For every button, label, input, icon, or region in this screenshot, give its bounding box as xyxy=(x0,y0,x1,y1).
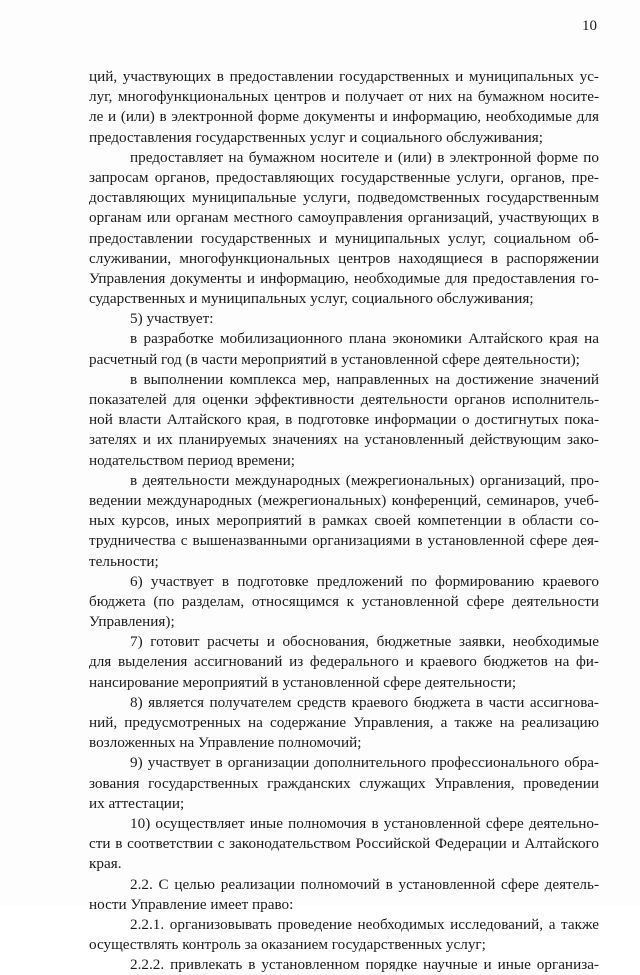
text-line: нансирование мероприятий в установленной сфере деятельности; xyxy=(89,673,517,691)
text-line: 2.2.1. организовывать проведение необходимых исследований, а также xyxy=(130,915,599,933)
text-line: тельности; xyxy=(89,552,159,570)
text-line: ности Управление имеет право: xyxy=(89,895,294,913)
text-line: предоставления государственных услуг и социального обслуживания; xyxy=(89,128,543,146)
text-line: края. xyxy=(89,855,122,873)
text-line: доставляющих муниципальные услуги, подведомственных государственным xyxy=(89,189,599,207)
text-line: ний, предусмотренных на содержание Управления, а также на реализацию xyxy=(89,714,599,731)
text-line: 5) участвует: xyxy=(130,310,214,328)
text-line: в выполнении комплекса мер, направленных на достижение значений xyxy=(130,370,599,388)
text-line: 8) является получателем средств краевого бюджета в части ассигнова- xyxy=(130,693,599,711)
text-line: сударственных и муниципальных услуг, социального обслуживания; xyxy=(89,290,534,308)
text-line: возложенных на Управление полномочий; xyxy=(89,734,362,752)
text-line: ных курсов, иных мероприятий в рамках своей компетенции в области со- xyxy=(89,512,599,530)
text-line: служивании, многофункциональных центров находящиеся в распоряжении xyxy=(89,249,599,267)
text-line: осуществлять контроль за оказанием государственных услуг; xyxy=(89,936,486,954)
text-line: 10) осуществляет иные полномочия в установленной сфере деятельно- xyxy=(130,814,599,832)
text-line: предоставляет на бумажном носителе и (или) в электронной форме по xyxy=(130,148,599,166)
text-line: запросам органов, предоставляющих государственные услуги, органов, пре- xyxy=(89,168,599,186)
text-line: Управления документы и информацию, необходимые для предоставления го- xyxy=(89,269,599,287)
text-line: расчетный год (в части мероприятий в установленной сфере деятельности); xyxy=(89,350,580,368)
body-text xyxy=(89,67,599,975)
text-line: в деятельности международных (межрегиональных) организаций, про- xyxy=(130,471,599,489)
text-line: органам или органам местного самоуправления организаций, участвующих в xyxy=(89,209,599,227)
text-line: в разработке мобилизационного плана экономики Алтайского края на xyxy=(130,330,599,348)
text-line: 2.2.2. привлекать в установленном порядке научные и иные организа- xyxy=(130,956,599,974)
text-line: зования государственных гражданских служащих Управления, проведении xyxy=(89,774,599,792)
text-line: 7) готовит расчеты и обоснования, бюджетные заявки, необходимые xyxy=(130,633,599,651)
text-line: их аттестации; xyxy=(89,794,185,812)
text-line: сти в соответствии с законодательством Российской Федерации и Алтайского xyxy=(89,835,599,853)
text-line: ной власти Алтайского края, в подготовке информации о достигнутых пока- xyxy=(89,411,599,429)
text-line: ле и (или) в электронной форме документы и информацию, необходимые для xyxy=(89,108,599,126)
text-line: луг, многофункциональных центров и получает от них на бумажном носите- xyxy=(89,88,599,106)
text-line: 9) участвует в организации дополнительного профессионального обра- xyxy=(130,754,599,772)
page-number: 10 xyxy=(582,18,597,34)
text-line: 2.2. С целью реализации полномочий в установленной сфере деятель- xyxy=(130,875,599,893)
text-line: показателей для оценки эффективности деятельности органов исполнитель- xyxy=(89,391,599,408)
text-line: предоставлении государственных и муниципальных услуг, социальном об- xyxy=(89,229,599,247)
text-line: трудничества с вышеназванными организациями в установленной сфере дея- xyxy=(89,532,599,550)
text-line: Управления); xyxy=(89,613,175,631)
text-line: бюджета (по разделам, относящимся к установленной сфере деятельности xyxy=(89,592,599,610)
text-line: 6) участвует в подготовке предложений по формированию краевого xyxy=(130,572,599,590)
text-line: зателях и их планируемых значениях на установленный действующим зако- xyxy=(89,431,599,449)
text-line: нодательством период времени; xyxy=(89,451,296,469)
text-line: для выделения ассигнований из федерального и краевого бюджетов на фи- xyxy=(89,653,599,671)
text-line: ведении международных (межрегиональных) конференций, семинаров, учеб- xyxy=(89,491,599,509)
text-line: ций, участвующих в предоставлении государственных и муниципальных ус- xyxy=(89,68,599,85)
